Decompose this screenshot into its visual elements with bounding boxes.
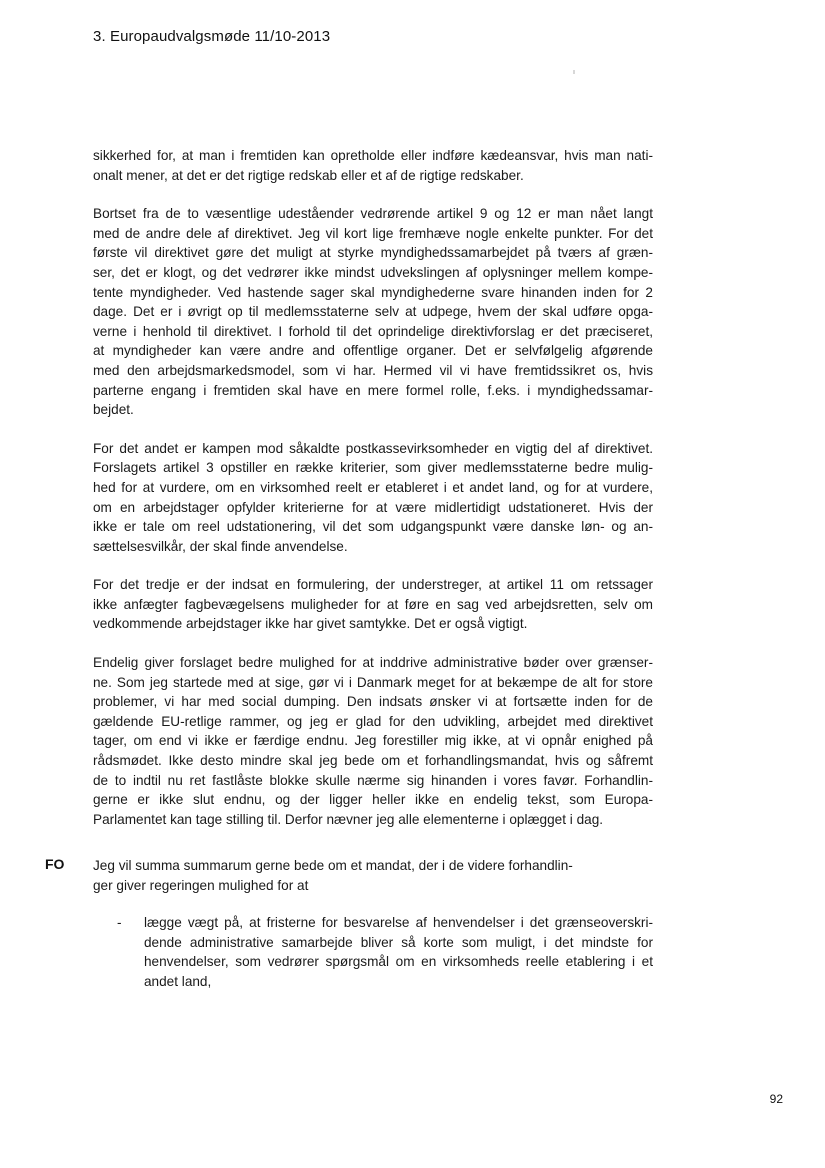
text-line: Endelig giver forslaget bedre mulighed for at inddrive administrative bøder over grænser- [93, 655, 653, 671]
text-line: gerne er ikke slut endnu, og der ligger heller ikke en endelig tekst, som Europa- [93, 792, 653, 808]
text-line: ger giver regeringen mulighed for at [93, 877, 309, 893]
text-line: at myndigheder kan være andre and offentlige organer. Det er selvfølgelig afgørende [93, 343, 653, 359]
page-header: 3. Europaudvalgsmøde 11/10-2013 [93, 28, 331, 45]
text-line: Jeg vil summa summarum gerne bede om et mandat, der i de videre forhandlin- [93, 858, 573, 873]
text-line: ikke er tale om reel udstationering, vil det som udgangspunkt være danske løn- og an- [93, 519, 653, 535]
text-line: Bortset fra de to væsentlige udeståender vedrørende artikel 9 og 12 er man nået langt [93, 206, 653, 222]
paragraph-3 [93, 439, 653, 557]
text-line: problemer, vi har med social dumping. Den indsats ønsker vi at fortsætte inden for de [93, 694, 653, 710]
text-line: sættelsesvilkår, der skal finde anvendelse. [93, 538, 348, 554]
text-line: For det tredje er der indsat en formulering, der understreger, at artikel 11 om retssager [93, 577, 653, 593]
text-line: andet land, [144, 973, 212, 989]
text-line: med de andre dele af direktivet. Jeg vil kort lige fremhæve nogle enkelte punkter. For det [93, 225, 653, 241]
bullet-text [144, 913, 653, 991]
text-line: ikke anfægter fagbevægelsens muligheder for at føre en sag ved arbejdsretten, selv om [93, 596, 653, 612]
text-line: Parlamentet kan tage stilling til. Derfor nævner jeg alle elementerne i oplægget i dag. [93, 811, 604, 827]
paragraph-1 [93, 146, 653, 185]
paragraph-4 [93, 575, 653, 634]
speaker-statement [93, 856, 593, 895]
text-line: om en arbejdstager opfylder kriterierne for at være midlertidigt udstationeret. Hvis der [93, 499, 653, 515]
text-line: bejdet. [93, 402, 134, 418]
document-body [93, 146, 653, 848]
text-line: ser, det er klogt, og det vedrører ikke mindst udvekslingen af oplysninger mellem kompe- [93, 264, 653, 280]
text-line: gældende EU-retlige rammer, og jeg er glad for den udvikling, arbejdet med direktivet [93, 713, 653, 729]
paragraph-5 [93, 653, 653, 829]
speaker-label: FO [45, 856, 65, 872]
text-line: parterne engang i fremtiden skal have en mere formel rolle, f.eks. i myndighedssamar- [93, 382, 653, 398]
text-line: sikkerhed for, at man i fremtiden kan opretholde eller indføre kædeansvar, hvis man nati- [93, 148, 653, 163]
paragraph-2 [93, 204, 653, 420]
text-line: dage. Det er i øvrigt op til medlemsstaterne selv at udpege, hvem der skal udføre opga- [93, 304, 653, 320]
text-line: tager, om end vi ikke er færdige endnu. Jeg forestiller mig ikke, at vi opnår enighed på [93, 733, 653, 749]
page-number: 92 [769, 1092, 783, 1106]
text-line: de to indtil nu ret fastlåste blokke skulle nærme sig hinanden i vores favør. Forhandlin- [93, 772, 653, 788]
text-line: Forslagets artikel 3 opstiller en række kriterier, som giver medlemsstaterne bedre mulig- [93, 460, 653, 476]
text-line: For det andet er kampen mod såkaldte postkassevirksomheder en vigtig del af direktivet. [93, 440, 653, 456]
text-line: onalt mener, at det er det rigtige redskab eller et af de rigtige redskaber. [93, 167, 524, 183]
text-line: dende administrative samarbejde bliver så korte som muligt, i det mindste for [144, 934, 653, 950]
text-line: henvendelser, som vedrører spørgsmål om en virksomheds reelle etablering i et [144, 954, 653, 970]
text-line: verne i henhold til direktivet. I forhold til det oprindelige direktivforslag er det præciseret, [93, 323, 653, 339]
text-line: lægge vægt på, at fristerne for besvarelse af henvendelser i det grænseoverskri- [144, 915, 653, 930]
scan-speck [573, 70, 575, 74]
text-line: vedkommende arbejdstager ikke har givet samtykke. Det er også vigtigt. [93, 616, 528, 632]
text-line: hed for at vurdere, om en virksomhed reelt er etableret i et andet land, og for at vurdere, [93, 479, 653, 495]
text-line: tente myndigheder. Ved hastende sager skal myndighederne svare hinanden inden for 2 [93, 284, 653, 300]
text-line: med den arbejdsmarkedsmodel, som vi har. Hermed vil vi have fremtidssikret os, hvis [93, 362, 653, 378]
text-line: rådsmødet. Ikke desto mindre skal jeg bede om et forhandlingsmandat, hvis og såfremt [93, 753, 653, 769]
bullet-dash-icon: - [117, 915, 122, 930]
text-line: ne. Som jeg startede med at sige, gør vi i Danmark meget for at bekæmpe de alt for store [93, 674, 653, 690]
text-line: første vil direktivet gøre det muligt at styrke myndighedssamarbejdet på tværs af græn- [93, 245, 653, 261]
